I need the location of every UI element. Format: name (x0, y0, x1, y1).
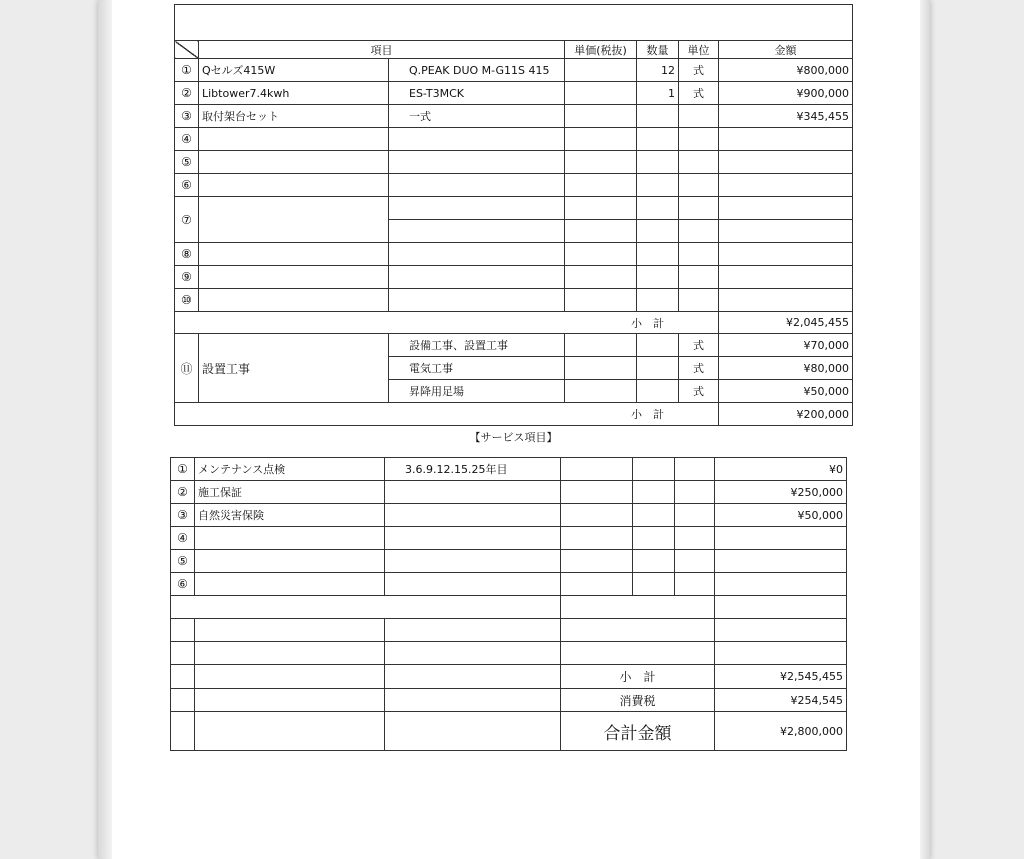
construction-amount: ¥70,000 (719, 334, 853, 357)
product-name (199, 243, 389, 266)
service-qty (633, 481, 675, 504)
row-number: ② (175, 82, 199, 105)
product-amount: ¥900,000 (719, 82, 853, 105)
product-spec (389, 266, 565, 289)
product-name (199, 266, 389, 289)
product-qty (637, 266, 679, 289)
product-qty (637, 289, 679, 312)
title-row (175, 5, 853, 41)
product-spec (389, 174, 565, 197)
construction-qty (637, 334, 679, 357)
product-name: Qセルズ415W (199, 59, 389, 82)
service-unit (675, 550, 715, 573)
service-spec (385, 481, 561, 504)
service-amount: ¥250,000 (715, 481, 847, 504)
service-row (171, 550, 847, 573)
construction-qty (637, 380, 679, 403)
product-qty (637, 151, 679, 174)
product-qty (637, 243, 679, 266)
product-amount: ¥800,000 (719, 59, 853, 82)
product-qty: 1 (637, 82, 679, 105)
product-name (199, 174, 389, 197)
construction-unit: 式 (679, 334, 719, 357)
product-qty (637, 128, 679, 151)
product-unit (679, 197, 719, 220)
page-edge-right (920, 0, 930, 859)
product-amount (719, 220, 853, 243)
service-spec (385, 527, 561, 550)
product-row (175, 289, 853, 312)
blank-cell (195, 642, 385, 665)
product-row (175, 59, 853, 82)
blank-cell (385, 619, 561, 642)
service-spec: 3.6.9.12.15.25年目 (385, 458, 561, 481)
product-amount (719, 128, 853, 151)
separator-middle (561, 596, 715, 619)
blank-cell (561, 642, 715, 665)
grand-total-row (171, 712, 847, 751)
product-qty (637, 197, 679, 220)
construction-unit-price (565, 380, 637, 403)
product-unit (679, 105, 719, 128)
product-amount (719, 197, 853, 220)
row-number: ⑧ (175, 243, 199, 266)
service-name: メンテナンス点検 (195, 458, 385, 481)
service-number: ① (171, 458, 195, 481)
service-qty (633, 504, 675, 527)
blank-cell (385, 689, 561, 712)
row-number: ① (175, 59, 199, 82)
product-spec (389, 128, 565, 151)
blank-cell (385, 642, 561, 665)
services-table (170, 457, 847, 751)
header-row (175, 41, 853, 59)
service-row (171, 481, 847, 504)
product-unit (679, 128, 719, 151)
construction-spec: 昇降用足場 (389, 380, 565, 403)
services-title-row (175, 426, 853, 448)
total-subtotal-amount: ¥2,545,455 (715, 665, 847, 689)
product-amount (719, 266, 853, 289)
service-unit-price (561, 458, 633, 481)
header-item: 項目 (199, 41, 565, 59)
service-row (171, 504, 847, 527)
tax-label: 消費税 (561, 689, 715, 712)
service-number: ⑤ (171, 550, 195, 573)
construction-qty (637, 357, 679, 380)
tax-amount: ¥254,545 (715, 689, 847, 712)
grand-total-label: 合計金額 (561, 712, 715, 751)
service-qty (633, 458, 675, 481)
blank-row (171, 642, 847, 665)
product-unit (679, 220, 719, 243)
diagonal-cell (175, 41, 199, 59)
construction-amount: ¥50,000 (719, 380, 853, 403)
service-unit (675, 573, 715, 596)
product-spec (389, 197, 565, 220)
service-number: ④ (171, 527, 195, 550)
product-unit (679, 266, 719, 289)
blank-cell (171, 642, 195, 665)
product-spec: 一式 (389, 105, 565, 128)
header-qty: 数量 (637, 41, 679, 59)
service-spec (385, 550, 561, 573)
row-number: ④ (175, 128, 199, 151)
construction-amount: ¥80,000 (719, 357, 853, 380)
estimate-table (174, 4, 853, 448)
product-name: Libtower7.4kwh (199, 82, 389, 105)
product-unit-price (565, 266, 637, 289)
product-name (199, 151, 389, 174)
service-amount: ¥0 (715, 458, 847, 481)
subtotal-label: 小 計 (175, 312, 719, 334)
service-spec (385, 573, 561, 596)
blank-cell (385, 712, 561, 751)
product-spec: Q.PEAK DUO M-G11S 415 (389, 59, 565, 82)
product-name (199, 289, 389, 312)
row-number: ⑤ (175, 151, 199, 174)
service-name (195, 573, 385, 596)
subtotal-amount: ¥200,000 (719, 403, 853, 426)
blank-cell (195, 689, 385, 712)
blank-cell (171, 712, 195, 751)
service-unit (675, 504, 715, 527)
service-qty (633, 527, 675, 550)
page-edge-left (98, 0, 112, 859)
product-qty: 12 (637, 59, 679, 82)
blank-cell (715, 642, 847, 665)
product-row (175, 197, 853, 220)
service-unit-price (561, 481, 633, 504)
service-unit (675, 527, 715, 550)
product-name (199, 197, 389, 243)
total-subtotal-label: 小 計 (561, 665, 715, 689)
service-number: ③ (171, 504, 195, 527)
construction-name: 設置工事 (199, 334, 389, 403)
row-number: ⑦ (175, 197, 199, 243)
product-qty (637, 220, 679, 243)
row-number: ③ (175, 105, 199, 128)
service-number: ⑥ (171, 573, 195, 596)
product-unit (679, 174, 719, 197)
service-number: ② (171, 481, 195, 504)
construction-spec: 電気工事 (389, 357, 565, 380)
product-row (175, 243, 853, 266)
row-number: ⑩ (175, 289, 199, 312)
service-row (171, 527, 847, 550)
product-unit: 式 (679, 82, 719, 105)
service-unit-price (561, 504, 633, 527)
product-row (175, 151, 853, 174)
header-amount: 金額 (719, 41, 853, 59)
subtotal-label: 小 計 (175, 403, 719, 426)
service-row (171, 573, 847, 596)
product-qty (637, 105, 679, 128)
product-unit (679, 151, 719, 174)
blank-cell (171, 689, 195, 712)
service-amount (715, 573, 847, 596)
product-unit-price (565, 243, 637, 266)
product-row (175, 82, 853, 105)
product-name: 取付架台セット (199, 105, 389, 128)
services-title: 【サービス項目】 (175, 426, 853, 448)
product-qty (637, 174, 679, 197)
product-amount (719, 174, 853, 197)
blank-cell (171, 665, 195, 689)
construction-spec: 設備工事、設置工事 (389, 334, 565, 357)
separator-row (171, 596, 847, 619)
product-unit-price (565, 197, 637, 220)
service-qty (633, 550, 675, 573)
subtotal-row (175, 403, 853, 426)
construction-unit-price (565, 334, 637, 357)
product-unit-price (565, 105, 637, 128)
separator-right (715, 596, 847, 619)
product-spec (389, 151, 565, 174)
product-unit-price (565, 289, 637, 312)
product-amount (719, 243, 853, 266)
service-unit (675, 481, 715, 504)
service-spec (385, 504, 561, 527)
service-name (195, 527, 385, 550)
blank-cell (715, 619, 847, 642)
product-unit-price (565, 59, 637, 82)
title-cell (175, 5, 853, 41)
blank-cell (195, 665, 385, 689)
row-number: ⑥ (175, 174, 199, 197)
product-spec: ES-T3MCK (389, 82, 565, 105)
row-number: ⑨ (175, 266, 199, 289)
service-amount: ¥50,000 (715, 504, 847, 527)
product-row (175, 105, 853, 128)
product-unit (679, 243, 719, 266)
blank-cell (561, 619, 715, 642)
product-amount (719, 289, 853, 312)
product-unit-price (565, 82, 637, 105)
blank-row (171, 619, 847, 642)
subtotal-amount: ¥2,045,455 (719, 312, 853, 334)
product-unit-price (565, 174, 637, 197)
construction-row (175, 334, 853, 357)
grand-total-amount: ¥2,800,000 (715, 712, 847, 751)
product-spec (389, 289, 565, 312)
product-unit-price (565, 220, 637, 243)
product-row (175, 174, 853, 197)
header-unit-price: 単価(税抜) (565, 41, 637, 59)
construction-unit-price (565, 357, 637, 380)
product-unit-price (565, 128, 637, 151)
service-unit-price (561, 573, 633, 596)
construction-number: ⑪ (175, 334, 199, 403)
blank-cell (195, 712, 385, 751)
product-spec (389, 243, 565, 266)
blank-cell (195, 619, 385, 642)
product-unit (679, 289, 719, 312)
service-unit (675, 458, 715, 481)
product-unit: 式 (679, 59, 719, 82)
construction-unit: 式 (679, 357, 719, 380)
service-unit-price (561, 550, 633, 573)
service-unit-price (561, 527, 633, 550)
total-subtotal-row (171, 665, 847, 689)
construction-unit: 式 (679, 380, 719, 403)
subtotal-row (175, 312, 853, 334)
tax-row (171, 689, 847, 712)
product-amount (719, 151, 853, 174)
service-name: 施工保証 (195, 481, 385, 504)
service-name: 自然災害保険 (195, 504, 385, 527)
product-row (175, 266, 853, 289)
product-spec (389, 220, 565, 243)
header-unit: 単位 (679, 41, 719, 59)
service-amount (715, 550, 847, 573)
product-name (199, 128, 389, 151)
separator-left (171, 596, 561, 619)
service-name (195, 550, 385, 573)
service-qty (633, 573, 675, 596)
product-unit-price (565, 151, 637, 174)
product-amount: ¥345,455 (719, 105, 853, 128)
service-amount (715, 527, 847, 550)
service-row (171, 458, 847, 481)
blank-cell (171, 619, 195, 642)
product-row (175, 128, 853, 151)
blank-cell (385, 665, 561, 689)
